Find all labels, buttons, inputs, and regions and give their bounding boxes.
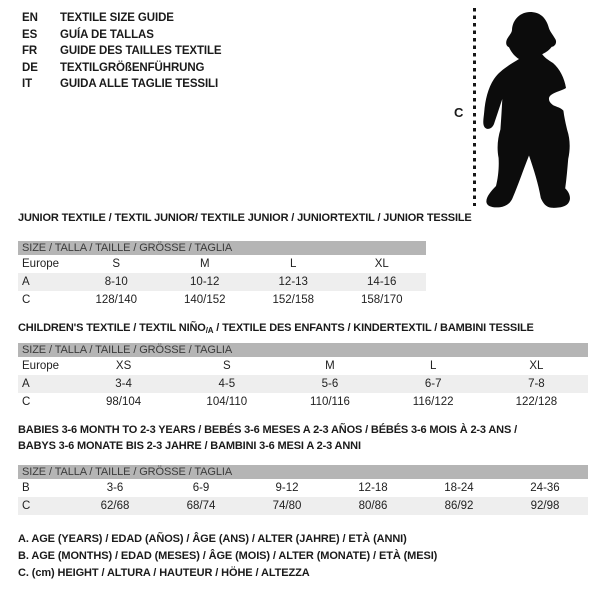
- size-cell: M: [199, 258, 210, 270]
- babies-title-line2: BABYS 3-6 MONATE BIS 2-3 JAHRE / BAMBINI 3-6 MESI A 2-3 ANNI: [18, 440, 361, 452]
- size-cell: 5-6: [278, 375, 381, 393]
- size-cell: 4-5: [175, 375, 278, 393]
- legend-line-age-months: B. AGE (MONTHS) / EDAD (MESES) / ÂGE (MOIS) / ALTER (MONATE) / ETÀ (MESI): [18, 550, 438, 562]
- row-label: A: [18, 273, 72, 291]
- size-cell: 8-10: [72, 273, 161, 291]
- language-code: ES: [22, 28, 38, 41]
- row-label: B: [22, 482, 30, 494]
- childrens-size-table: [18, 343, 588, 411]
- language-label: TEXTILGRÖßENFÜHRUNG: [60, 61, 205, 74]
- size-cell: 74/80: [244, 497, 330, 515]
- height-dashed-line: [473, 8, 476, 206]
- language-label: GUIDA ALLE TAGLIE TESSILI: [60, 78, 219, 91]
- language-label: GUÍA DE TALLAS: [60, 28, 154, 41]
- table-row-height: [18, 497, 588, 515]
- table-row-europe: [18, 255, 426, 273]
- junior-size-table: [18, 241, 426, 309]
- table-row-age: [18, 273, 426, 291]
- size-cell: L: [290, 258, 297, 270]
- row-label: C: [22, 294, 31, 306]
- size-band-header: [18, 465, 588, 479]
- table-row-age: [18, 375, 588, 393]
- language-row-it: [22, 76, 222, 93]
- table-row-height: [18, 393, 588, 411]
- size-cell: 62/68: [72, 497, 158, 515]
- language-code: DE: [22, 61, 38, 74]
- babies-table-title: [18, 422, 578, 454]
- size-cell: 9-12: [275, 482, 299, 494]
- size-cell: 128/140: [95, 294, 138, 306]
- size-cell: 3-4: [72, 375, 175, 393]
- language-row-de: [22, 60, 222, 77]
- size-cell: 140/152: [183, 294, 226, 306]
- size-cell: 152/158: [272, 294, 315, 306]
- language-code: FR: [22, 45, 38, 58]
- size-cell: 122/128: [515, 396, 558, 408]
- size-cell: 14-16: [338, 273, 427, 291]
- size-band-label: SIZE / TALLA / TAILLE / GRÖSSE / TAGLIA: [18, 343, 588, 357]
- legend: [18, 531, 437, 582]
- row-label: C: [22, 396, 31, 408]
- size-cell: 110/116: [310, 396, 350, 408]
- size-cell: 12-13: [249, 273, 338, 291]
- baby-silhouette-figure: [440, 0, 600, 215]
- childrens-title-prefix: CHILDREN'S TEXTILE / TEXTIL NIÑO: [18, 322, 206, 334]
- table-row-age-months: [18, 479, 588, 497]
- size-cell: 10-12: [161, 273, 250, 291]
- size-cell: 6-7: [382, 375, 485, 393]
- size-cell: XL: [529, 360, 544, 372]
- size-cell: 18-24: [444, 482, 474, 494]
- size-cell: 104/110: [206, 396, 248, 408]
- language-code: IT: [22, 78, 33, 91]
- junior-table-title: JUNIOR TEXTILE / TEXTIL JUNIOR/ TEXTILE JUNIOR / JUNIORTEXTIL / JUNIOR TESSILE: [18, 212, 472, 224]
- language-code: EN: [22, 12, 38, 25]
- size-cell: 6-9: [192, 482, 210, 494]
- babies-title-line1: BABIES 3-6 MONTH TO 2-3 YEARS / BEBÉS 3-6 MESES A 2-3 AÑOS / BÉBÉS 3-6 MOIS À 2-3 ANS /: [18, 424, 517, 436]
- size-cell: 3-6: [106, 482, 124, 494]
- size-cell: 68/74: [158, 497, 244, 515]
- table-row-height: [18, 291, 426, 309]
- language-row-es: [22, 27, 222, 44]
- size-cell: L: [429, 360, 437, 372]
- size-cell: M: [325, 360, 335, 372]
- size-cell: 98/104: [106, 396, 142, 408]
- language-label: TEXTILE SIZE GUIDE: [60, 12, 174, 25]
- size-band-header: [18, 241, 426, 255]
- size-band-header: [18, 343, 588, 357]
- size-cell: 116/122: [412, 396, 454, 408]
- height-marker-label: C: [454, 105, 464, 120]
- size-cell: 92/98: [502, 497, 588, 515]
- size-cell: S: [112, 258, 121, 270]
- size-cell: 12-18: [358, 482, 388, 494]
- size-cell: 80/86: [330, 497, 416, 515]
- legend-line-height: C. (cm) HEIGHT / ALTURA / HAUTEUR / HÖHE / ALTEZZA: [18, 567, 310, 579]
- row-label: Europe: [22, 360, 60, 372]
- size-cell: 158/170: [360, 294, 403, 306]
- childrens-title-subscript: /A: [205, 326, 214, 335]
- size-cell: XS: [115, 360, 132, 372]
- language-row-fr: [22, 43, 222, 60]
- size-cell: 7-8: [485, 375, 588, 393]
- size-cell: XL: [374, 258, 389, 270]
- row-label: C: [18, 497, 72, 515]
- childrens-title-suffix: / TEXTILE DES ENFANTS / KINDERTEXTIL / BAMBINI TESSILE: [213, 322, 534, 334]
- childrens-table-title: [18, 322, 534, 335]
- table-row-europe: [18, 357, 588, 375]
- legend-line-age-years: A. AGE (YEARS) / EDAD (AÑOS) / ÂGE (ANS) / ALTER (JAHRE) / ETÀ (ANNI): [18, 533, 407, 545]
- babies-size-table: [18, 465, 588, 515]
- size-band-label: SIZE / TALLA / TAILLE / GRÖSSE / TAGLIA: [18, 465, 588, 479]
- baby-silhouette-icon: [478, 2, 588, 212]
- row-label: Europe: [22, 258, 60, 270]
- size-cell: S: [222, 360, 231, 372]
- language-label: GUIDE DES TAILLES TEXTILE: [60, 45, 222, 58]
- row-label: A: [18, 375, 72, 393]
- size-band-label: SIZE / TALLA / TAILLE / GRÖSSE / TAGLIA: [18, 241, 426, 255]
- language-row-en: [22, 10, 222, 27]
- size-cell: 24-36: [530, 482, 560, 494]
- language-list: [22, 10, 222, 93]
- size-cell: 86/92: [416, 497, 502, 515]
